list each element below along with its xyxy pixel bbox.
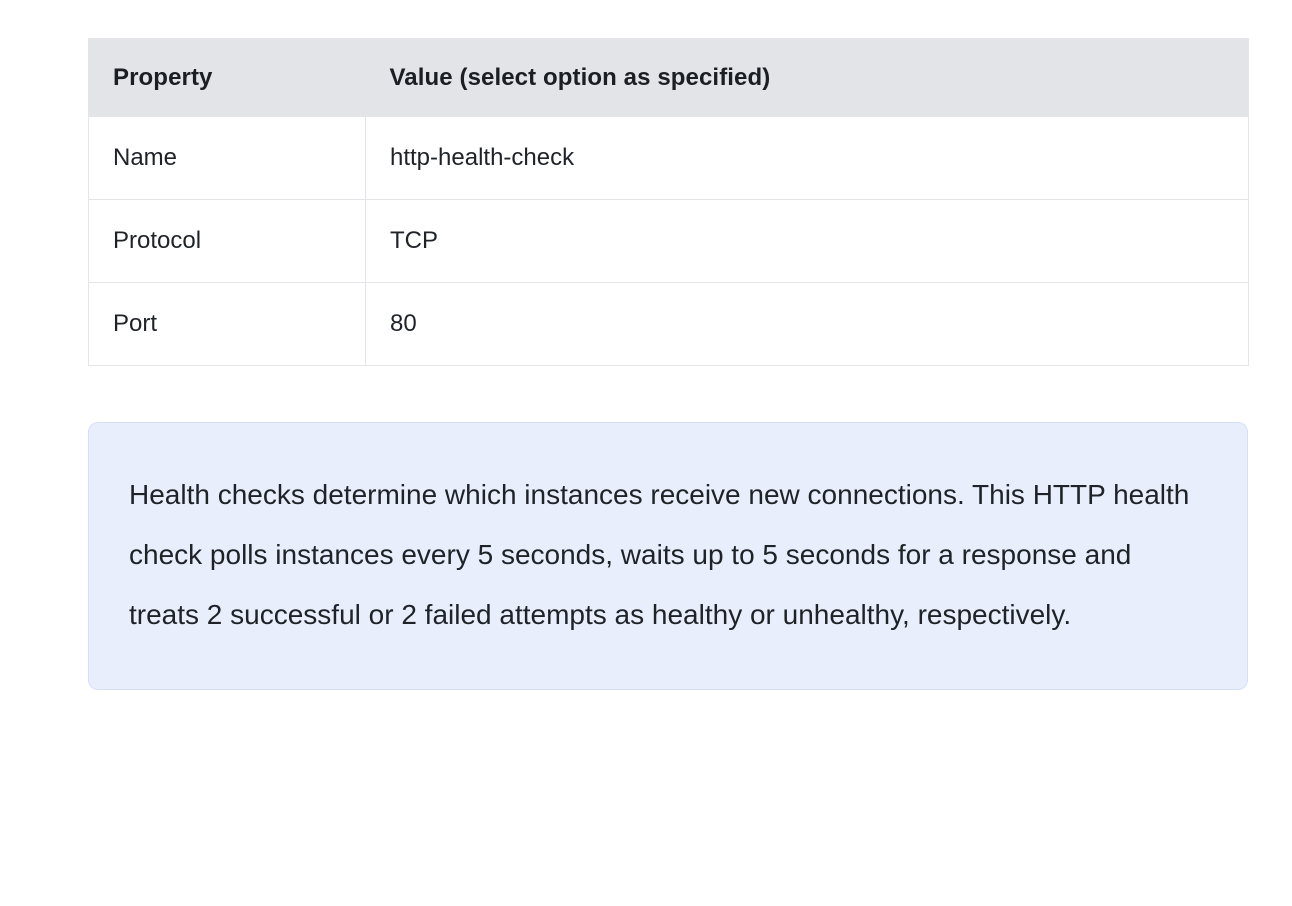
table-header-row bbox=[89, 39, 1249, 117]
column-header-value: Value (select option as specified) bbox=[366, 39, 1249, 117]
table-row bbox=[89, 283, 1249, 366]
info-callout bbox=[88, 422, 1248, 690]
table-row bbox=[89, 200, 1249, 283]
column-header-property: Property bbox=[89, 39, 366, 117]
table-header bbox=[89, 39, 1249, 117]
row-property-name: Name bbox=[89, 117, 366, 200]
info-callout-text: Health checks determine which instances receive new connections. This HTTP health check polls instances every 5 seconds, waits up to 5 seconds for a response and treats 2 successful or 2 failed attempts as healthy or unhealthy, respectively. bbox=[129, 479, 1190, 630]
row-property-port: Port bbox=[89, 283, 366, 366]
row-property-protocol: Protocol bbox=[89, 200, 366, 283]
row-value-protocol: TCP bbox=[366, 200, 1249, 283]
table-row bbox=[89, 117, 1249, 200]
row-value-port: 80 bbox=[366, 283, 1249, 366]
property-value-table bbox=[88, 38, 1249, 366]
row-value-name: http-health-check bbox=[366, 117, 1249, 200]
table-body bbox=[89, 117, 1249, 366]
